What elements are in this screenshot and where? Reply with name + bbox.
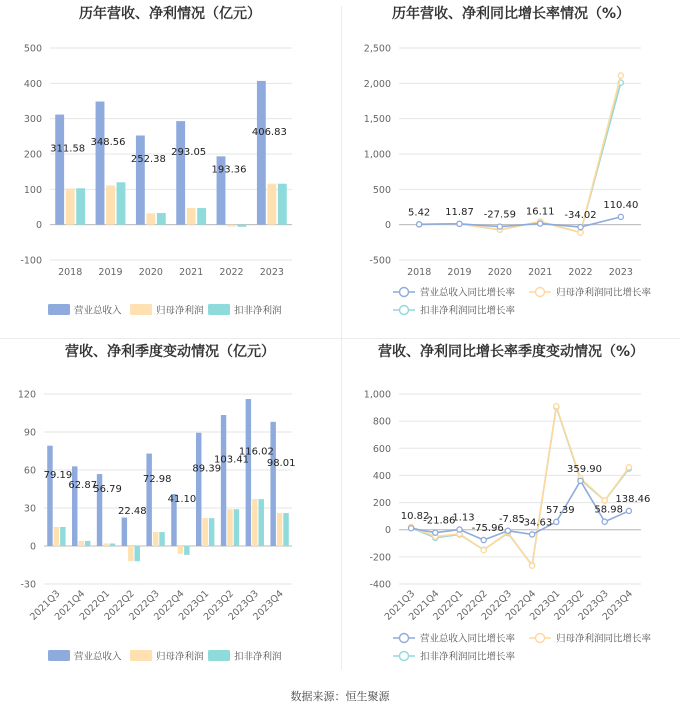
bar-deducted-profit	[283, 513, 288, 546]
bar-net-profit	[54, 527, 59, 546]
x-tick-label: 2023Q2	[552, 588, 587, 623]
legend-marker	[400, 652, 409, 661]
bar-net-profit	[103, 543, 108, 546]
bar-deducted-profit	[184, 546, 189, 555]
y-tick-label: 800	[372, 416, 391, 428]
bar-net-profit	[146, 213, 155, 224]
x-tick-label: 2022Q4	[503, 588, 539, 623]
legend-label: 扣非净利润	[234, 651, 282, 663]
data-label: 11.87	[445, 206, 474, 218]
data-label: 116.02	[238, 446, 274, 458]
x-tick-label: 2023Q2	[201, 588, 237, 623]
data-label: 138.46	[615, 493, 651, 505]
legend-label: 扣非净利润同比增长率	[420, 651, 516, 663]
legend-marker	[400, 634, 409, 643]
x-tick-label: 2022Q3	[479, 588, 515, 623]
series-point	[505, 528, 510, 533]
x-tick-label: 2021Q4	[52, 588, 88, 623]
legend-label: 扣非净利润同比增长率	[420, 305, 516, 317]
x-tick-label: 2018	[58, 267, 83, 278]
bar-deducted-profit	[259, 499, 264, 546]
chart-title: 营收、净利同比增长率季度变动情况（%）	[377, 344, 645, 360]
data-label: 98.01	[266, 457, 296, 469]
series-line	[411, 407, 629, 565]
data-label: 57.39	[545, 504, 575, 516]
y-tick-label: 120	[17, 389, 36, 401]
data-label: 348.56	[90, 137, 126, 149]
series-point	[602, 498, 607, 503]
bar-net-profit	[128, 546, 133, 561]
annual-revenue-profit-chart	[0, 0, 341, 338]
bar-revenue	[96, 102, 105, 225]
y-tick-label: 100	[23, 184, 42, 196]
x-tick-label: 2023	[259, 267, 284, 278]
legend-marker	[400, 306, 409, 315]
data-label: 252.38	[130, 154, 166, 166]
bar-revenue	[196, 433, 201, 546]
x-tick-label: 2023Q4	[251, 588, 286, 623]
legend-swatch	[130, 650, 152, 661]
x-tick-label: 2019	[98, 267, 123, 278]
bar-revenue	[72, 466, 77, 546]
bar-deducted-profit	[110, 543, 115, 546]
bar-net-profit	[153, 532, 158, 546]
series-point	[457, 527, 462, 532]
series-point	[497, 224, 502, 229]
x-tick-label: 2022Q2	[455, 588, 490, 623]
y-tick-label: 0	[35, 220, 42, 232]
x-tick-label: 2023	[608, 267, 633, 278]
y-tick-label: 0	[29, 541, 36, 553]
bar-revenue	[257, 81, 266, 225]
y-tick-label: 1,000	[363, 389, 391, 401]
data-label: -34.63	[519, 517, 553, 529]
bar-deducted-profit	[209, 518, 214, 546]
legend-label: 营业总收入	[74, 651, 122, 663]
data-label: 10.82	[400, 511, 430, 523]
y-tick-label: 400	[372, 470, 391, 482]
data-label: 72.98	[142, 473, 172, 485]
series-point	[554, 404, 559, 409]
series-point	[481, 547, 486, 552]
x-tick-label: 2021Q3	[28, 588, 63, 623]
x-tick-label: 2023Q3	[576, 588, 611, 623]
bar-deducted-profit	[238, 225, 247, 227]
annual-growth-rate-chart	[341, 0, 680, 338]
legend-label: 归母净利润同比增长率	[556, 287, 652, 299]
y-tick-label: 0	[384, 525, 391, 537]
y-tick-label: 0	[384, 220, 391, 232]
x-tick-label: 2021	[528, 267, 553, 278]
data-label: 56.79	[93, 484, 122, 496]
data-label: 293.05	[171, 146, 207, 158]
data-label: -7.85	[498, 513, 525, 525]
chart-title: 历年营收、净利同比增长率情况（%）	[391, 6, 631, 22]
legend-label: 扣非净利润	[234, 305, 282, 317]
series-point	[554, 519, 559, 524]
x-tick-label: 2022	[568, 267, 593, 278]
series-point	[618, 214, 623, 219]
bar-net-profit	[227, 509, 232, 546]
quarterly-growth-rate-chart	[341, 338, 680, 680]
legend-swatch	[130, 304, 152, 315]
bar-deducted-profit	[117, 182, 126, 224]
x-tick-label: 2021	[179, 267, 204, 278]
x-tick-label: 2021Q4	[406, 588, 442, 623]
bar-revenue	[146, 454, 151, 546]
legend-label: 归母净利润	[156, 305, 204, 317]
quarterly-revenue-profit-chart	[0, 338, 341, 680]
x-tick-label: 2022Q1	[77, 588, 113, 623]
y-tick-label: -200	[369, 552, 391, 564]
chart-title: 营收、净利季度变动情况（亿元）	[65, 344, 275, 360]
data-label: 359.90	[567, 463, 602, 475]
bar-deducted-profit	[234, 509, 239, 546]
bar-net-profit	[78, 541, 83, 546]
legend-swatch	[48, 304, 70, 315]
bar-net-profit	[277, 513, 282, 546]
bar-revenue	[246, 399, 251, 546]
y-tick-label: 600	[372, 443, 391, 455]
data-label: 89.39	[192, 463, 222, 475]
series-line	[411, 406, 629, 565]
x-tick-label: 2018	[407, 267, 432, 278]
series-point	[602, 519, 607, 524]
y-tick-label: 500	[23, 43, 42, 55]
legend-swatch	[48, 650, 70, 661]
series-point	[626, 465, 631, 470]
data-label: -27.59	[483, 209, 516, 221]
bar-deducted-profit	[157, 213, 166, 225]
x-tick-label: 2022Q2	[102, 588, 137, 623]
legend-marker	[536, 634, 545, 643]
bar-deducted-profit	[278, 184, 287, 225]
data-label: 22.48	[118, 505, 147, 517]
data-label: 110.40	[603, 199, 639, 211]
x-tick-label: 2020	[138, 267, 163, 278]
x-tick-label: 2022	[219, 267, 244, 278]
series-point	[578, 230, 583, 235]
legend-swatch	[208, 304, 230, 315]
series-point	[626, 508, 631, 513]
bar-net-profit	[227, 225, 236, 227]
bar-net-profit	[267, 184, 276, 225]
data-label: 406.83	[251, 126, 287, 138]
legend-swatch	[208, 650, 230, 661]
data-label: 79.19	[43, 469, 73, 481]
y-tick-label: -100	[20, 255, 42, 267]
bar-revenue	[47, 446, 52, 546]
bar-revenue	[221, 415, 226, 546]
legend-marker	[536, 288, 545, 297]
data-label: 41.10	[167, 493, 197, 505]
data-label: -21.86	[423, 515, 456, 527]
x-tick-label: 2023Q1	[527, 588, 563, 623]
y-tick-label: 500	[372, 184, 391, 196]
bar-revenue	[122, 518, 127, 546]
y-tick-label: 1,500	[363, 114, 391, 126]
y-tick-label: -500	[369, 255, 391, 267]
y-tick-label: -400	[369, 579, 391, 591]
series-point	[578, 224, 583, 229]
legend-label: 营业总收入	[74, 305, 122, 317]
legend-label: 归母净利润	[156, 651, 204, 663]
x-tick-label: 2022Q3	[127, 588, 162, 623]
series-point	[457, 221, 462, 226]
x-tick-label: 2023Q1	[176, 588, 212, 623]
x-tick-label: 2019	[447, 267, 472, 278]
y-tick-label: 30	[23, 503, 36, 515]
bar-revenue	[136, 135, 145, 224]
legend-marker	[400, 288, 409, 297]
y-tick-label: 2,000	[363, 78, 391, 90]
y-tick-label: 200	[372, 498, 391, 510]
y-tick-label: 1,000	[363, 149, 391, 161]
y-tick-label: 400	[23, 78, 42, 90]
bar-deducted-profit	[76, 188, 85, 224]
chart-title: 历年营收、净利情况（亿元）	[79, 6, 261, 22]
data-label: 5.42	[408, 207, 431, 219]
x-tick-label: 2020	[487, 267, 512, 278]
x-tick-label: 2022Q1	[431, 588, 466, 623]
bar-deducted-profit	[135, 546, 140, 561]
bar-net-profit	[187, 208, 196, 225]
x-tick-label: 2023Q3	[226, 588, 261, 623]
series-point	[618, 73, 623, 78]
y-tick-label: 300	[23, 114, 42, 126]
bar-revenue	[176, 121, 185, 225]
legend-label: 归母净利润同比增长率	[556, 633, 652, 645]
x-tick-label: 2021Q3	[382, 588, 418, 623]
bar-net-profit	[252, 499, 257, 546]
y-tick-label: 90	[23, 427, 36, 439]
y-tick-label: 200	[23, 149, 42, 161]
data-label: 193.36	[211, 164, 247, 176]
series-point	[530, 563, 535, 568]
legend-label: 营业总收入同比增长率	[420, 633, 516, 645]
series-point	[409, 526, 414, 531]
series-point	[433, 530, 438, 535]
data-label: 16.11	[525, 206, 555, 218]
bar-revenue	[270, 422, 275, 546]
x-tick-label: 2022Q4	[152, 588, 187, 623]
bar-deducted-profit	[197, 208, 206, 225]
data-label: 311.58	[50, 143, 86, 155]
series-point	[578, 478, 583, 483]
bar-revenue	[55, 115, 64, 225]
series-point	[481, 537, 486, 542]
series-point	[538, 221, 543, 226]
y-tick-label: -30	[20, 579, 36, 591]
data-label: 1.13	[452, 512, 475, 524]
bar-net-profit	[178, 546, 183, 554]
data-label: 62.87	[68, 480, 98, 492]
bar-deducted-profit	[159, 532, 164, 546]
data-label: -75.96	[471, 523, 504, 535]
data-label: 58.98	[594, 504, 624, 516]
y-tick-label: 2,500	[363, 43, 391, 55]
bar-net-profit	[202, 518, 207, 546]
data-source-note: 数据来源：恒生聚源	[290, 690, 390, 703]
x-tick-label: 2023Q4	[600, 588, 636, 623]
data-label: 103.41	[214, 454, 250, 466]
series-point	[530, 532, 535, 537]
bar-net-profit	[106, 185, 115, 224]
bar-deducted-profit	[85, 541, 90, 546]
data-label: -34.02	[564, 210, 597, 222]
series-point	[417, 222, 422, 227]
bar-net-profit	[66, 189, 75, 225]
y-tick-label: 60	[23, 465, 36, 477]
legend-label: 营业总收入同比增长率	[420, 287, 516, 299]
bar-deducted-profit	[60, 527, 65, 546]
